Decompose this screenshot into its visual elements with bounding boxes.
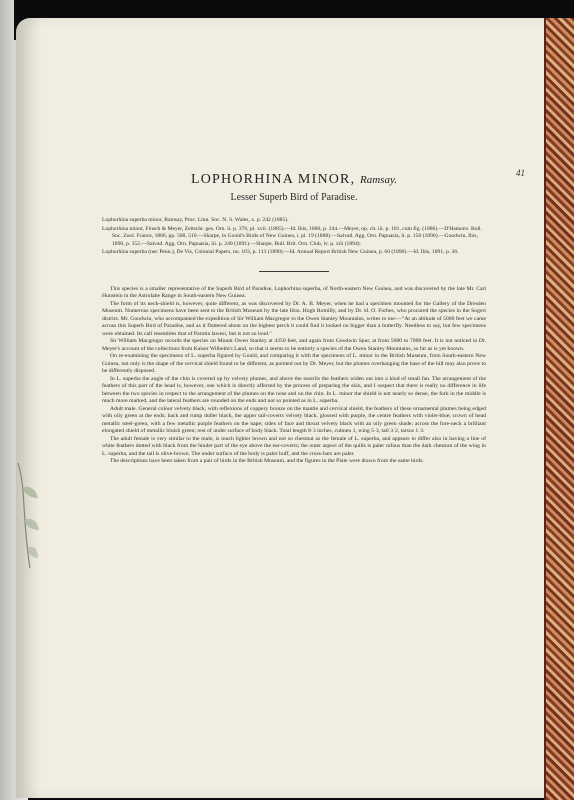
species-title — [102, 172, 486, 188]
synonymy-references — [102, 217, 486, 257]
common-name: Lesser Superb Bird of Paradise. — [230, 192, 358, 203]
plate-number: 41 — [516, 168, 525, 178]
species-authority: Ramsay. — [360, 174, 397, 186]
paragraph: On re-examining the specimens of L. superba figured by Gould, and comparing it with the specimens of L. minor in the British Museum, from South-eastern New Guinea, not only is the shape of the cervical shield found to be different, as pointed out by Dr. Meyer, but the plumes overhanging the base of the bill may also prove to be differently disposed. — [102, 353, 486, 375]
paragraph: This species is a smaller representative of the Superb Bird of Paradise, Lophorhina superba, of North-eastern New Guinea, and was discovered by the late Mr. Carl Hunstein in the Astrolabe Range in South-eastern New Guinea. — [102, 285, 486, 300]
paragraph: In L. superba the angle of the chin is covered up by velvety plumes, and above the nostrils the feathers widen out into a kind of small fan. The arrangement of the feathers of this part of the head is, however, one which is directly affected by the process of preparing the skin, and I suspect that there is really no difference in life between the two species in respect to the arrangement of the plumes on the nose and on the chin. In L. minor the shield is not nearly so dense, the fork in the middle is much more marked, and the lateral feathers are rounded on the ends and not so pointed as in L. superba. — [102, 375, 486, 405]
gutter-shadow — [16, 18, 42, 798]
book-page — [16, 18, 546, 798]
section-divider — [259, 271, 329, 272]
book-spine-shadow — [0, 0, 14, 800]
paragraph: The form of its neck-shield is, however, quite different, as was discovered by Dr. A. B. Meyer, when he had a specimen mounted for the Gallery of the Dresden Museum. Numerous specimens have been sent to the British Museum by the late Hon. Hugh Romilly, and by Dr. H. O. Forbes, who procured the species in the Sogeri district. Mr. Goodwin, who accompanied the expedition of Sir William Macgregor to the Owen Stanley Mountains, writes to me:—"At an altitude of 5000 feet we came across this Superb Bird of Paradise, and as it fluttered about on the highest perch it could find it looked no bigger than a butterfly. Needless to say, but few specimens were obtained. Its call resembles that of Parotia lawesi, but is not so loud." — [102, 300, 486, 337]
botanical-illustration-fragment-icon — [16, 458, 40, 578]
species-name: LOPHORHINA MINOR, — [191, 172, 356, 187]
paragraph: Sir William Macgregor records the species on Mount Owen Stanley at 4350 feet, and again from Goodwin Spur, at from 5000 to 7000 feet. It is not noticed in Dr. Meyer's account of the collections from Kaiser Wilhelm's Land, so that it seems to be entirely a species of the Owen Stanley Mountains, so far as is yet known. — [102, 338, 486, 352]
paragraph: The descriptions have been taken from a pair of birds in the British Museum, and the figures in the Plate were drawn from the same birds. — [110, 458, 424, 465]
reference-entry: Lophorhina superba (nec Penn.), De Vis, Colonial Papers, no. 103, p. 113 (1890).—Id. Annual Report British New Guinea, p. 60 (1890).—Id. Ibis, 1891, p. 36. — [102, 249, 459, 256]
reference-entry: Lophorhina superba minor, Ramsay, Proc. Linn. Soc. N. S. Wales, x. p. 242 (1885). — [102, 217, 289, 223]
page-content — [102, 114, 486, 466]
reference-entry: Lophorhina minor, Finsch & Meyer, Zeitschr. ges. Orn. ii. p. 376, pl. xvii. (1885).—Id. Ibis, 1886, p. 244.—Meyer, op. cit. iii. p. 181, cum fig. (1886).—D'Hamonv. Bull. Soc. Zool. France, 1886, pp. 508, 510.—Sharpe, in Gould's Birds of New Guinea, i. pl. 19 (1888).—Salvad. Agg. Orn. Papuasia, ii. p. 150 (1890).—Goodwin, Ibis, 1890, p. 152.—Salvad. Agg. Orn. Papuasia, iii. p. 240 (1891).—Sharpe, Bull. Brit. Orn. Club, iv. p. xiii (1894). — [102, 225, 482, 247]
paragraph: The adult female is very similar to the male, is much lighter brown and not so chestnut as the female of L. superba, and appears to differ also in having a line of white feathers dotted with black from the hinder part of the eye above the ear-coverts; the outer aspect of the quills is paler rufous than the dark chestnut of the wing in L. superba, and the tail is olive-brown. The under surface of the body is paler buff, and the cross-bars are paler. — [102, 435, 486, 457]
paragraph: Adult male. General colour velvety black, with reflexions of coppery bronze on the mantle and cervical shield, the feathers of these ornamental plumes being edged with oily green at the ends; back and rump duller black, the upper tail-coverts velvety black, glossed with purple, the centre feathers with violet-blue; crown of head metallic steel-green, with a few metallic purple feathers on the nape; sides of face and throat velvety black with an oily green shade; across the fore-neck a brilliant elongated shield of metallic bluish green; rest of under surface of body black. Total length 8·3 inches, culmen 1, wing 5·3, tail 3·2, tarsus 1·3. — [102, 405, 486, 435]
description-text — [102, 286, 486, 466]
marbled-fore-edge — [544, 18, 574, 800]
